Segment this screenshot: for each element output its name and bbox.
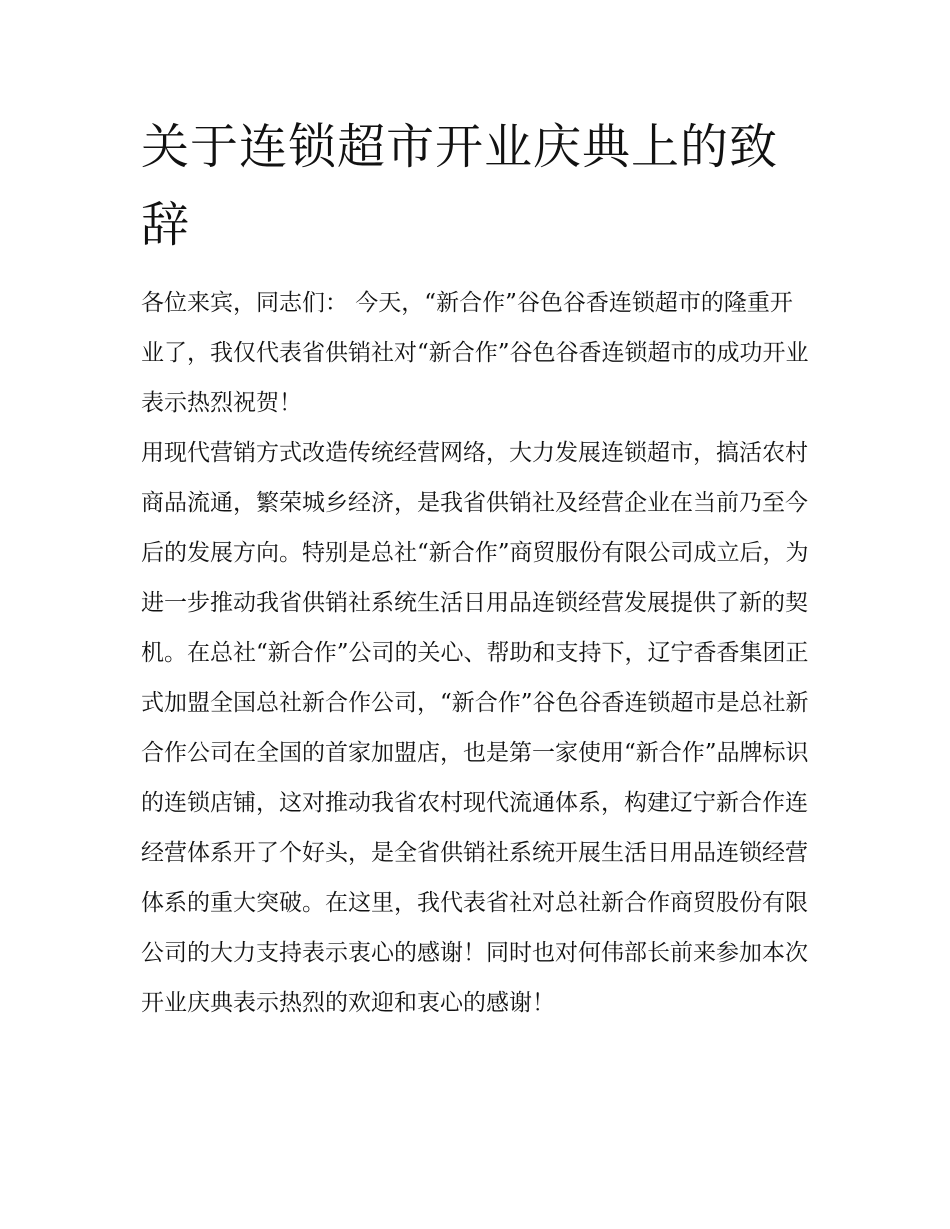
document-body	[141, 278, 813, 1028]
paragraph-greeting: 各位来宾，同志们： 今天，“新合作”谷色谷香连锁超市的隆重开业了，我仅代表省供销社对“新合作”谷色谷香连锁超市的成功开业表示热烈祝贺！	[141, 290, 809, 416]
paragraph-main: 用现代营销方式改造传统经营网络，大力发展连锁超市，搞活农村商品流通，繁荣城乡经济，是我省供销社及经营企业在当前乃至今后的发展方向。特别是总社“新合作”商贸服份有限公司成立后，为进一步推动我省供销社系统生活日用品连锁经营发展提供了新的契机。在总社“新合作”公司的关心、帮助和支持下，辽宁香香集团正式加盟全国总社新合作公司，“新合作”谷色谷香连锁超市是总社新合作公司在全国的首家加盟店，也是第一家使用“新合作”品牌标识的连锁店铺，这对推动我省农村现代流通体系，构建辽宁新合作连经营体系开了个好头，是全省供销社系统开展生活日用品连锁经营体系的重大突破。在这里，我代表省社对总社新合作商贸股份有限公司的大力支持表示衷心的感谢！同时也对何伟部长前来参加本次开业庆典表示热烈的欢迎和衷心的感谢！	[141, 440, 809, 1016]
document-title: 关于连锁超市开业庆典上的致辞	[141, 119, 779, 253]
